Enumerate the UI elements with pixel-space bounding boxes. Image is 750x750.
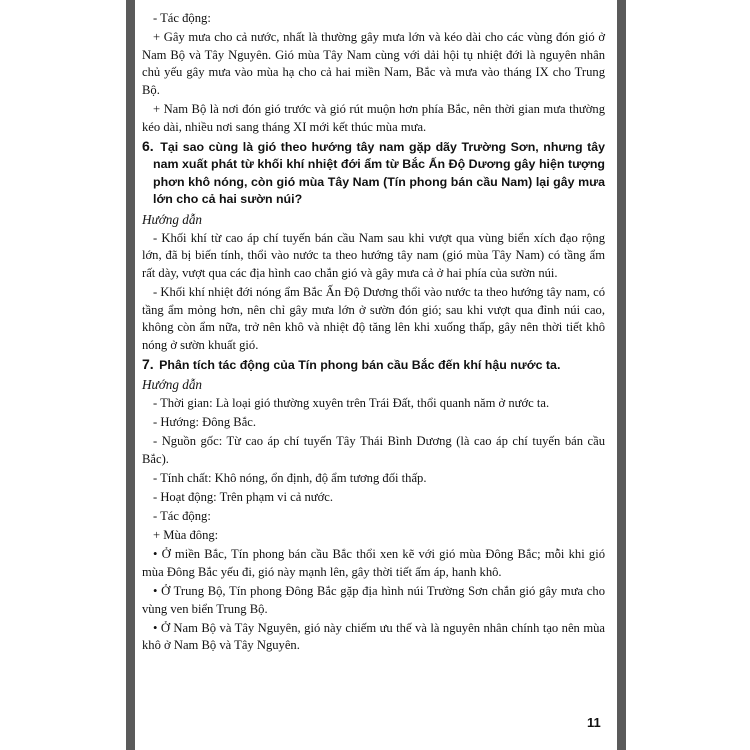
page-content [142,10,605,656]
right-page-border [617,0,626,750]
bullet-paragraph: • Ở miền Bắc, Tín phong bán cầu Bắc thổi xen kẽ với gió mùa Đông Bắc; mỗi khi gió mùa Đông Bắc yếu đi, gió này mạnh lên, gây thời tiết ấm áp, hanh khô. [142,547,605,579]
paragraph: - Khối khí nhiệt đới nóng ẩm Bắc Ấn Độ Dương thổi vào nước ta theo hướng tây nam, có tầng ẩm mỏng hơn, nên chỉ gây mưa lớn ở sườn đón gió; sau khi vượt qua đỉnh núi cao, không còn ẩm nữa, trở nên khô và nhiệt độ tăng lên khi xuống thấp, gây nên thời tiết khô nóng ở sườn khuất gió. [142,284,605,352]
paragraph: - Tác động: [153,509,211,524]
question-text: Tại sao cùng là gió theo hướng tây nam gặp dãy Trường Sơn, nhưng tây nam xuất phát từ khối khí nhiệt đới ẩm từ Bắc Ấn Độ Dương gây hiện tượng phơn khô nóng, còn gió mùa Tây Nam (Tín phong bán cầu Nam) lại gây mưa lớn cho cả hai sườn núi? [153,139,605,207]
bullet-paragraph: • Ở Trung Bộ, Tín phong Đông Bắc gặp địa hình núi Trường Sơn chắn gió gây mưa cho vùng ven biển Trung Bộ. [142,583,605,616]
question-text: Phân tích tác động của Tín phong bán cầu Bắc đến khí hậu nước ta. [159,357,561,372]
paragraph: - Tính chất: Khô nóng, ổn định, độ ẩm tương đối thấp. [153,470,427,485]
paragraph: - Hướng: Đông Bắc. [153,415,257,430]
question-number: 7. [142,355,154,372]
question-heading [142,138,605,209]
paragraph: - Nguồn gốc: Từ cao áp chí tuyến Tây Thái Bình Dương (là cao áp chí tuyến bán cầu Bắc). [142,434,605,466]
book-page [135,0,617,750]
left-page-border [126,0,135,750]
paragraph: + Gây mưa cho cả nước, nhất là thường gây mưa lớn và kéo dài cho các vùng đón gió ở Nam Bộ và Tây Nguyên. Gió mùa Tây Nam cùng với dải hội tụ nhiệt đới là nguyên nhân chủ yếu gây mưa vào mùa hạ cho cả hai miền Nam, Bắc và mưa vào tháng IX cho Trung Bộ. [142,30,605,97]
paragraph: - Khối khí từ cao áp chí tuyến bán cầu Nam sau khi vượt qua vùng biển xích đạo rộng lớn, đã bị biến tính, thổi vào nước ta theo hướng tây nam (gió mùa Tây Nam) có tầng ẩm rất dày, vượt qua các địa hình cao chắn gió và gây mưa cả ở hai phía của sườn núi. [142,230,605,280]
guide-heading: Hướng dẫn [142,211,203,227]
paragraph: + Mùa đông: [153,528,219,543]
question-heading [142,356,605,375]
paragraph: - Tác động: [153,11,211,25]
paragraph: - Thời gian: Là loại gió thường xuyên trên Trái Đất, thổi quanh năm ở nước ta. [153,395,550,410]
paragraph: - Hoạt động: Trên phạm vi cả nước. [153,489,333,504]
paragraph: + Nam Bộ là nơi đón gió trước và gió rút muộn hơn phía Bắc, nên thời gian mưa thường kéo dài, nhiều nơi sang tháng XI mới kết thúc mùa mưa. [142,101,605,134]
bullet-paragraph: • Ở Nam Bộ và Tây Nguyên, gió này chiếm ưu thế và là nguyên nhân chính tạo nên mùa khô ở Nam Bộ và Tây Nguyên. [142,620,605,653]
question-number: 6. [142,137,154,154]
page-number: 11 [587,715,601,730]
guide-heading: Hướng dẫn [142,376,203,392]
